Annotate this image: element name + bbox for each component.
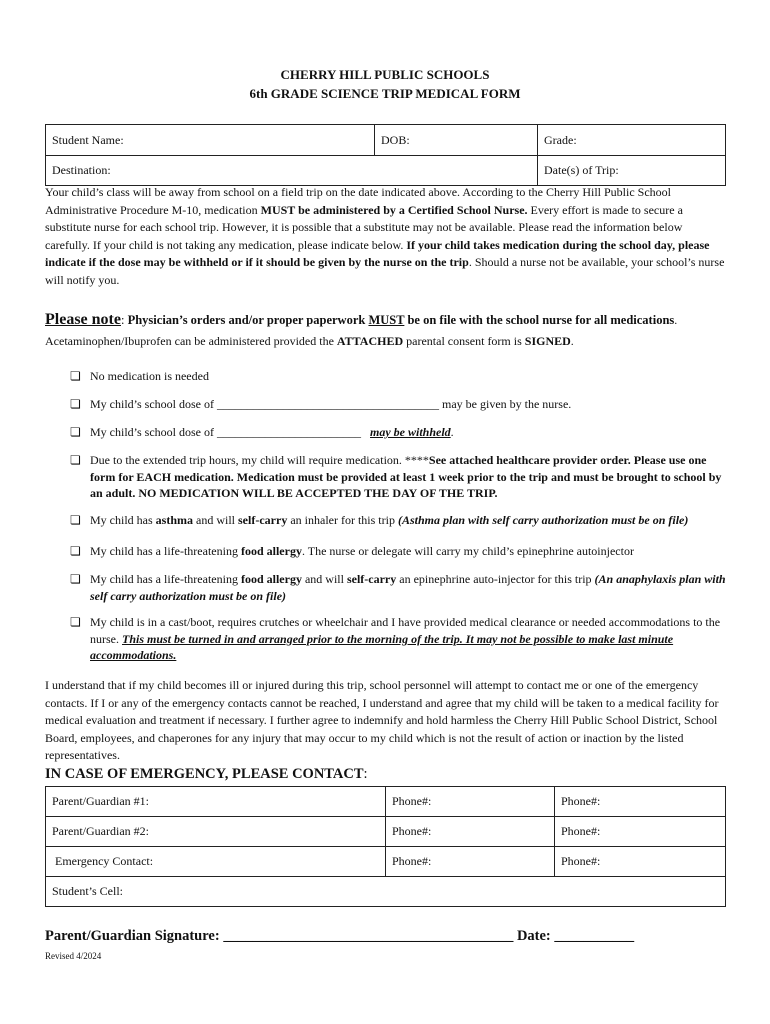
option-label	[90, 452, 730, 502]
withheld-text: may be withheld	[370, 425, 451, 439]
phone-field[interactable]	[555, 787, 726, 817]
note-colon: :	[120, 313, 128, 327]
option-text: Due to the extended trip hours, my child will require medication. ****	[90, 453, 429, 467]
emergency-contact-field[interactable]	[46, 847, 386, 877]
please-note-label: Please note	[45, 311, 121, 328]
option-text: My child’s school dose of	[90, 397, 217, 411]
checkbox-icon[interactable]: ❏	[70, 453, 81, 467]
intro-text-3: . Should a nurse not be available, your school’s nurse will notify you.	[45, 255, 725, 287]
phone-field[interactable]	[555, 817, 726, 847]
self-carry-text: self-carry	[238, 513, 288, 527]
checkbox-icon[interactable]: ❏	[70, 572, 81, 586]
note-text-1: . Acetaminophen/Ibuprofen can be administered provided the	[45, 313, 678, 348]
asthma-text: asthma	[155, 513, 194, 527]
option-text: an epinephrine auto-injector for this trip	[396, 572, 595, 586]
note-bold-1: Physician’s orders and/or proper paperwork	[127, 313, 369, 327]
emergency-colon: :	[363, 766, 368, 782]
phone-field[interactable]	[386, 817, 555, 847]
emergency-heading-text: IN CASE OF EMERGENCY, PLEASE CONTACT	[45, 766, 364, 782]
phone-label: Phone#:	[561, 824, 601, 838]
checkbox-icon[interactable]: ❏	[70, 615, 81, 629]
dose-blank[interactable]: ________________________	[217, 425, 361, 439]
option-text: My child has	[90, 513, 156, 527]
checkbox-icon[interactable]: ❏	[70, 369, 81, 383]
intro-bold-2: If your child takes medication during the school day, please indicate if the dose may be withheld or if it should be given by the nurse on the trip	[45, 237, 710, 269]
dob-field[interactable]	[375, 125, 538, 156]
date-field[interactable]: ___________	[554, 928, 635, 944]
student-name-field[interactable]	[46, 125, 375, 156]
liability-paragraph: I understand that if my child becomes ill or injured during this trip, school personnel will attempt to contact me or one of the emergency contacts. If I or any of the emergency contacts cannot be reached, I understand and agree that my child will be taken to a medical facility for medical evaluation and treatment if necessary. I further agree to indemnify and hold harmless the Cherry Hill Public School District, School Board, employees, and chaperones for any injury that may occur to my child which is not the result of action or inaction by the listed representatives.	[45, 678, 719, 762]
note-attached: ATTACHED	[336, 334, 404, 348]
checkbox-icon[interactable]: ❏	[70, 425, 81, 439]
signature-line	[45, 928, 634, 945]
note-bold-2: be on file with the school nurse for all medications	[404, 313, 675, 327]
contact-label: Parent/Guardian #1:	[52, 794, 149, 808]
anaphylaxis-plan-note: (An anaphylaxis plan with self carry authorization must be on file)	[90, 572, 726, 603]
student-cell-field[interactable]	[46, 877, 726, 907]
checkbox-icon[interactable]: ❏	[70, 397, 81, 411]
asthma-plan-note: (Asthma plan with self carry authorization must be on file)	[397, 513, 689, 527]
student-name-label: Student Name:	[52, 132, 124, 147]
grade-field[interactable]	[538, 125, 726, 156]
option-text: an inhaler for this trip	[287, 513, 398, 527]
phone-label: Phone#:	[561, 794, 601, 808]
dose-blank[interactable]: _____________________________________	[217, 397, 439, 411]
intro-text-2: Every effort is made to secure a substitute nurse for each school trip. However, it is possible that a substitute may not be available. Please read the information below carefully. If your child is not taking any medication, please indicate below.	[45, 202, 683, 252]
phone-label: Phone#:	[392, 854, 432, 868]
option-bold-text: See attached healthcare provider order. Please use one form for EACH medication. Medication must be provided at least 1 week prior to the trip and must be brought to school by an adult. NO MEDICATION WILL BE ACCEPTED THE DAY OF THE TRIP.	[90, 453, 722, 500]
trip-dates-field[interactable]	[538, 156, 726, 186]
revised-date: Revised 4/2024	[45, 951, 102, 961]
option-text: and will	[193, 513, 239, 527]
option-label	[90, 614, 730, 664]
please-note-paragraph	[45, 309, 735, 352]
option-text: My child has a life-threatening	[90, 544, 241, 558]
intro-bold-1: MUST be administered by a Certified School Nurse.	[260, 202, 528, 217]
note-text-2: parental consent form is	[403, 334, 525, 348]
dob-label: DOB:	[381, 132, 410, 147]
student-cell-label: Student’s Cell:	[52, 884, 124, 898]
option-label	[90, 396, 730, 413]
destination-field[interactable]	[46, 156, 538, 186]
signature-label: Parent/Guardian Signature:	[45, 928, 224, 944]
option-text: .	[450, 425, 454, 439]
form-title: 6th GRADE SCIENCE TRIP MEDICAL FORM	[249, 86, 521, 101]
option-text: My child’s school dose of	[90, 425, 217, 439]
checkbox-icon[interactable]: ❏	[70, 544, 81, 558]
note-signed: SIGNED	[524, 334, 571, 348]
food-allergy-text: food allergy	[240, 544, 302, 558]
form-district-title: CHERRY HILL PUBLIC SCHOOLS	[280, 67, 490, 82]
phone-field[interactable]	[555, 847, 726, 877]
option-text: . The nurse or delegate will carry my child’s epinephrine autoinjector	[301, 544, 634, 558]
option-label: No medication is needed	[90, 369, 209, 383]
phone-field[interactable]	[386, 787, 555, 817]
intro-paragraph	[45, 184, 729, 289]
parent-guardian-1-field[interactable]	[46, 787, 386, 817]
emergency-heading	[45, 766, 368, 783]
option-text: My child has a life-threatening	[90, 572, 241, 586]
self-carry-text: self-carry	[346, 572, 397, 586]
checkbox-icon[interactable]: ❏	[70, 513, 81, 527]
contact-label: Emergency Contact:	[52, 854, 154, 868]
option-text: My child is in a cast/boot, requires crutches or wheelchair and I have provided medical clearance or needed accommodations to the nurse.	[90, 615, 721, 646]
grade-label: Grade:	[544, 132, 577, 147]
option-label	[90, 512, 730, 529]
option-label	[90, 543, 730, 560]
option-label	[90, 571, 730, 604]
phone-label: Phone#:	[392, 794, 432, 808]
date-label: Date:	[513, 928, 555, 944]
parent-guardian-2-field[interactable]	[46, 817, 386, 847]
phone-field[interactable]	[386, 847, 555, 877]
phone-label: Phone#:	[561, 854, 601, 868]
intro-text-1: Your child’s class will be away from school on a field trip on the date indicated above. According to the Cherry Hill Public School Administrative Procedure M-10, medication	[45, 185, 671, 217]
phone-label: Phone#:	[392, 824, 432, 838]
food-allergy-text: food allergy	[240, 572, 302, 586]
note-must: MUST	[368, 313, 405, 327]
note-text-3: .	[570, 334, 574, 348]
signature-field[interactable]: ________________________________________	[223, 928, 514, 944]
trip-dates-label: Date(s) of Trip:	[544, 163, 619, 177]
option-text: may be given by the nurse.	[439, 397, 572, 411]
emergency-contacts-table	[45, 786, 726, 907]
student-info-table	[45, 124, 726, 186]
spacer	[361, 425, 370, 439]
contact-label: Parent/Guardian #2:	[52, 824, 149, 838]
destination-label: Destination:	[52, 163, 111, 177]
cast-boot-note: This must be turned in and arranged prior to the morning of the trip. It may not be possible to make last minute accommodations.	[90, 631, 674, 662]
option-text: and will	[301, 572, 347, 586]
option-label	[90, 424, 730, 441]
